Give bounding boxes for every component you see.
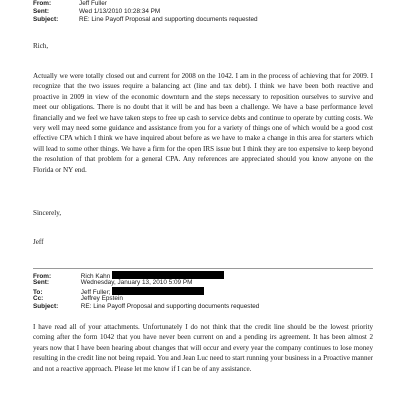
divider bbox=[33, 268, 373, 269]
email1-greeting: Rich, bbox=[33, 42, 49, 50]
from-value: Rich Kahn bbox=[80, 273, 111, 280]
redaction-bar bbox=[112, 271, 224, 279]
email1-signature: Jeff bbox=[33, 238, 44, 246]
cc-value: Jeffrey Epstein bbox=[80, 295, 123, 302]
subject-label: Subject: bbox=[33, 16, 59, 23]
email1-subject-row bbox=[33, 16, 258, 23]
subject-value: RE: Line Payoff Proposal and supporting documents requested bbox=[80, 303, 260, 310]
sent-label: Sent: bbox=[33, 8, 49, 15]
email1-from-row bbox=[33, 0, 107, 7]
email2-subject-row bbox=[33, 303, 259, 310]
subject-label: Subject: bbox=[33, 303, 59, 310]
email2-body: I have read all of your attachments. Unfortunately I do not think that the credit line should be the lowest priority coming after the form 1042 that you have never been current on and a pending irs agreement. It has been almost 2 years now that I have been hearing about changes that will occur and every year the company continues to lose money resulting in the credit line not being repaid. You and Jean Luc need to start running your business in a Proactive manner and not a reactive approach. Please let me know if I can be of any assistance. bbox=[33, 323, 373, 373]
email2-sent-row bbox=[33, 279, 192, 286]
cc-label: Cc: bbox=[33, 295, 44, 302]
redaction-bar bbox=[112, 287, 204, 295]
email1-closing: Sincerely, bbox=[33, 209, 62, 217]
sent-value: Wednesday, January 13, 2010 5:09 PM bbox=[80, 279, 193, 286]
email2-cc-row bbox=[33, 295, 123, 302]
subject-value: RE: Line Payoff Proposal and supporting documents requested bbox=[79, 16, 258, 23]
sent-label: Sent: bbox=[33, 279, 49, 286]
email1-sent-row bbox=[33, 8, 160, 15]
from-value: Jeff Fuller bbox=[79, 0, 107, 7]
email1-body: Actually we were totally closed out and current for 2008 on the 1042. I am in the process of achieving that for 2009. I recognize that the two issues require a balancing act (line and tax debt). I think we have been both reactive and proactive in 2009 in view of the economic downturn and the steps necessary to reposition ourselves to survive and meet our obligations. There is no doubt that it will be and has been a challenge. We have a base performance level financially and we feel we have taken steps to free up cash to service debts and continue to operate by cutting costs. We very well may need some guidance and assistance from you for a variety of things one of which would be a good cost effective CPA which I think we have inquired about before as we have to make a change in this area for starters which will lead to some other things. We have a firm for the open IRS issue but I think they are too expensive to keep beyond the resolution of that problem for a general CPA. Any references are appreciated should you know anyone on the Florida or NY end. bbox=[33, 72, 373, 174]
to-label: To: bbox=[33, 289, 43, 296]
sent-value: Wed 1/13/2010 10:28:34 PM bbox=[79, 8, 161, 15]
to-value: Jeff Fuller; bbox=[80, 289, 111, 296]
from-label: From: bbox=[33, 0, 52, 7]
from-label: From: bbox=[33, 273, 52, 280]
